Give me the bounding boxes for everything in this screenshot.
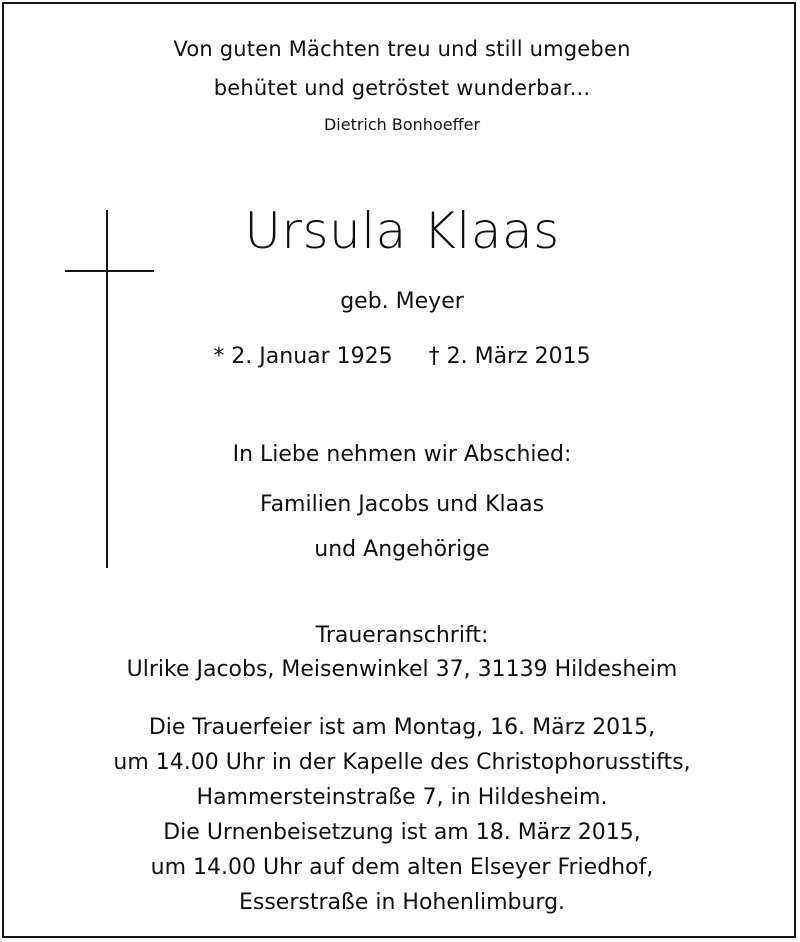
maiden-name: geb. Meyer [340, 289, 464, 314]
service-line: Esserstraße in Hohenlimburg. [238, 890, 566, 915]
death-date: † 2. März 2015 [428, 344, 591, 369]
motto-line-1: Von guten Mächten treu und still umgeben [173, 37, 631, 61]
obituary-card [2, 2, 796, 938]
motto-line-2: behütet und getröstet wunderbar... [213, 76, 591, 100]
birth-date: * 2. Januar 1925 [213, 344, 393, 369]
service-line: Die Urnenbeisetzung ist am 18. März 2015, [163, 820, 641, 845]
service-line: um 14.00 Uhr auf dem alten Elseyer Friedhof, [150, 855, 654, 880]
address-label: Traueranschrift: [315, 623, 489, 648]
farewell-intro: In Liebe nehmen wir Abschied: [232, 442, 572, 467]
service-line: Die Trauerfeier ist am Montag, 16. März 2015, [148, 715, 656, 740]
address-line: Ulrike Jacobs, Meisenwinkel 37, 31139 Hildesheim [126, 657, 678, 682]
life-dates [4, 344, 800, 369]
cross-icon-bar [65, 270, 154, 272]
service-line: Hammersteinstraße 7, in Hildesheim. [196, 785, 608, 810]
deceased-name: Ursula Klaas [244, 202, 560, 260]
farewell-family-2: und Angehörige [314, 537, 490, 562]
motto-author: Dietrich Bonhoeffer [323, 115, 481, 134]
service-line: um 14.00 Uhr in der Kapelle des Christophorusstifts, [113, 750, 691, 775]
farewell-family-1: Familien Jacobs und Klaas [259, 492, 545, 517]
